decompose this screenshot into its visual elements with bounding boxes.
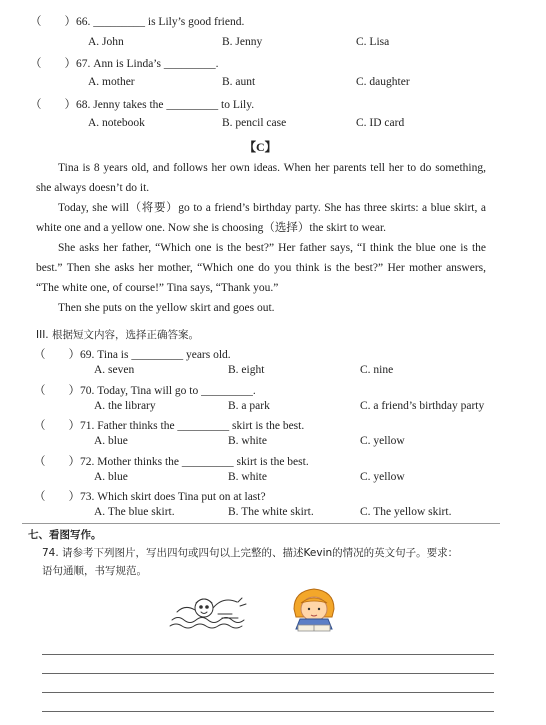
question-69-option-c: C. nine xyxy=(360,364,394,376)
question-68-option-c: C. ID card xyxy=(356,117,405,129)
question-68-option-b: B. pencil case xyxy=(222,117,287,129)
question-72-option-c: C. yellow xyxy=(360,471,405,483)
question-71-option-c: C. yellow xyxy=(360,435,405,447)
question-69-option-b: B. eight xyxy=(228,364,265,376)
question-71-stem: （ ）71. Father thinks the _________ skirt is the best. xyxy=(34,420,305,432)
passage-paragraph-4: Then she puts on the yellow skirt and goes out. xyxy=(58,302,275,314)
question-70-option-b: B. a park xyxy=(228,400,270,412)
section-divider xyxy=(22,523,500,524)
question-67-option-a: A. mother xyxy=(88,76,135,88)
question-70-option-a: A. the library xyxy=(94,400,156,412)
writing-line[interactable] xyxy=(42,692,494,693)
question-71-option-b: B. white xyxy=(228,435,267,447)
question-66-option-a: A. John xyxy=(88,36,124,48)
question-67-option-c: C. daughter xyxy=(356,76,410,88)
writing-prompt-line-1: 74. 请参考下列图片，写出四句或四句以上完整的、描述Kevin的情况的英文句子。要求： xyxy=(42,547,459,559)
question-69-stem: （ ）69. Tina is _________ years old. xyxy=(34,349,231,361)
swimming-boy-illustration xyxy=(168,590,254,632)
passage-paragraph-1: Tina is 8 years old, and follows her own ideas. When her parents tell her to do something, she always doesn’t do it. xyxy=(36,162,486,194)
section-vii-title: 七、看图写作。 xyxy=(28,529,102,541)
question-72-option-a: A. blue xyxy=(94,471,128,483)
writing-line[interactable] xyxy=(42,711,494,712)
passage-paragraph-2: Today, she will（将要）go to a friend’s birthday party. She has three skirts: a blue skirt, a white one and a yellow one. Now she is choosing（选择）the skirt to wear. xyxy=(36,202,486,234)
writing-line[interactable] xyxy=(42,654,494,655)
question-66-stem: （ ）66. _________ is Lily’s good friend. xyxy=(30,16,245,28)
writing-line[interactable] xyxy=(42,673,494,674)
question-68-option-a: A. notebook xyxy=(88,117,145,129)
question-70-stem: （ ）70. Today, Tina will go to _________. xyxy=(34,385,256,397)
passage-paragraph-3: She asks her father, “Which one is the best?” Her father says, “I think the blue one is the best.” Then she asks her mother, “Which one do you think is the best?” Her mother answers, “The white one, of course!” Tina says, “Thank you.” xyxy=(36,242,486,294)
question-67-stem: （ ）67. Ann is Linda’s _________. xyxy=(30,58,219,70)
question-73-option-b: B. The white skirt. xyxy=(228,506,314,518)
question-69-option-a: A. seven xyxy=(94,364,135,376)
reading-boy-illustration xyxy=(286,581,342,633)
question-70-option-c: C. a friend’s birthday party xyxy=(360,400,485,412)
question-68-stem: （ ）68. Jenny takes the _________ to Lily. xyxy=(30,99,255,111)
question-66-option-b: B. Jenny xyxy=(222,36,263,48)
section-iii-title: III. 根据短文内容，选择正确答案。 xyxy=(36,329,199,341)
question-71-option-a: A. blue xyxy=(94,435,128,447)
question-66-option-c: C. Lisa xyxy=(356,36,390,48)
question-73-option-c: C. The yellow skirt. xyxy=(360,506,452,518)
question-73-stem: （ ）73. Which skirt does Tina put on at last? xyxy=(34,491,266,503)
writing-prompt-line-2: 语句通顺，书写规范。 xyxy=(42,565,147,577)
question-72-stem: （ ）72. Mother thinks the _________ skirt is the best. xyxy=(34,456,309,468)
question-72-option-b: B. white xyxy=(228,471,267,483)
section-c-title: 【C】 xyxy=(244,140,277,154)
question-67-option-b: B. aunt xyxy=(222,76,256,88)
question-73-option-a: A. The blue skirt. xyxy=(94,506,175,518)
